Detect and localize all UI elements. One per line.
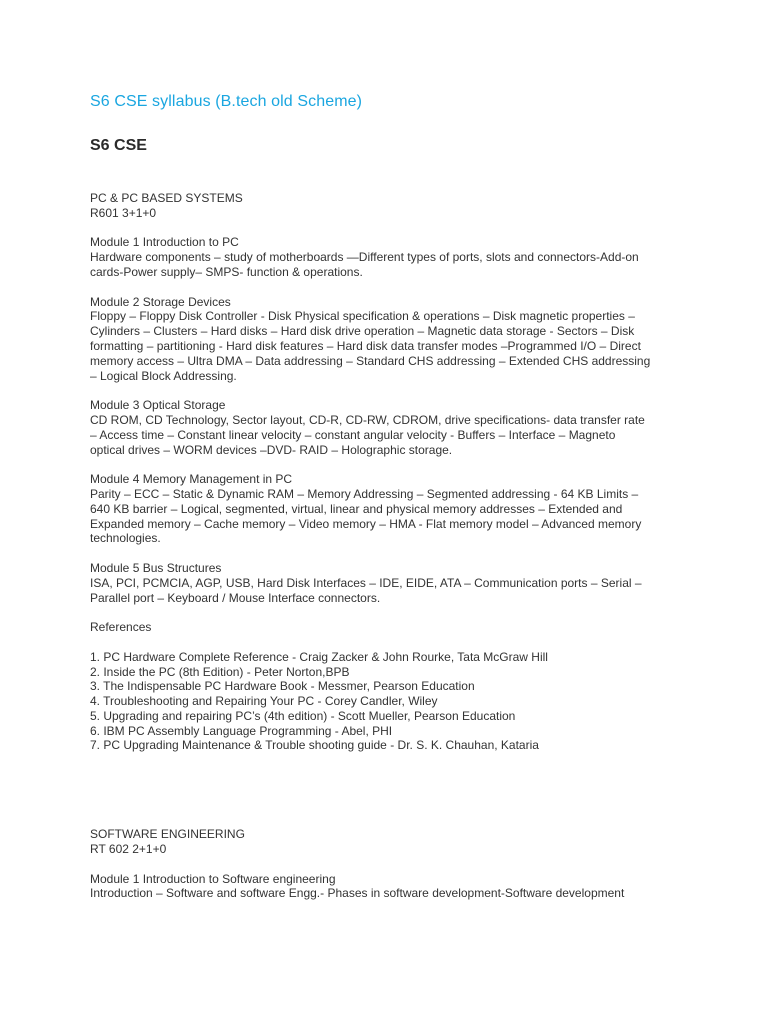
module-text: cards-Power supply– SMPS- function & operations. [90,264,363,279]
module-title: Module 1 Introduction to Software engineering [90,871,336,886]
module-text: Floppy – Floppy Disk Controller - Disk Physical specification & operations – Disk magnetic properties – [90,309,635,324]
module-text: Parity – ECC – Static & Dynamic RAM – Memory Addressing – Segmented addressing - 64 KB Limits – [90,486,639,501]
module-text: ISA, PCI, PCMCIA, AGP, USB, Hard Disk Interfaces – IDE, EIDE, ATA – Communication ports – Serial – [90,575,642,590]
reference-item: 3. The Indispensable PC Hardware Book - Messmer, Pearson Education [90,679,475,694]
module-text: memory access – Ultra DMA – Data addressing – Standard CHS addressing – Extended CHS addressing [90,353,651,368]
module-title: Module 4 Memory Management in PC [90,472,293,487]
module-text: formatting – partitioning - Hard disk features – Hard disk data transfer modes –Programmed I/O – Direct [90,338,641,353]
document-title: S6 CSE syllabus (B.tech old Scheme) [90,93,363,110]
course-code: RT 602 2+1+0 [90,842,167,857]
course-name: SOFTWARE ENGINEERING [90,827,245,842]
reference-item: 4. Troubleshooting and Repairing Your PC - Corey Candler, Wiley [90,694,438,709]
module-text: – Logical Block Addressing. [90,368,237,383]
module-text: CD ROM, CD Technology, Sector layout, CD-R, CD-RW, CDROM, drive specifications- data transfer rate [90,412,645,427]
reference-item: 1. PC Hardware Complete Reference - Craig Zacker & John Rourke, Tata McGraw Hill [90,649,548,664]
course-name: PC & PC BASED SYSTEMS [90,191,243,205]
reference-item: 6. IBM PC Assembly Language Programming - Abel, PHI [90,723,393,738]
module-title: Module 5 Bus Structures [90,560,222,575]
syllabus-body [90,191,690,901]
module-title: Module 2 Storage Devices [90,294,231,309]
section-heading: S6 CSE [90,137,147,154]
reference-item: 5. Upgrading and repairing PC’s (4th edition) - Scott Mueller, Pearson Education [90,708,516,723]
module-text: 640 KB barrier – Logical, segmented, virtual, linear and physical memory addresses – Extended and [90,501,623,516]
module-text: Hardware components – study of motherboards —Different types of ports, slots and connectors-Add-on [90,250,639,265]
reference-item: 2. Inside the PC (8th Edition) - Peter Norton,BPB [90,664,350,679]
module-text: Expanded memory – Cache memory – Video memory – HMA - Flat memory model – Advanced memory [90,516,642,531]
module-text: – Access time – Constant linear velocity – constant angular velocity - Buffers – Interface – Magneto [90,427,616,442]
module-text: technologies. [90,531,161,546]
references-label: References [90,620,152,635]
module-text: Cylinders – Clusters – Hard disks – Hard disk drive operation – Magnetic data storage - Sectors – Disk [90,324,635,339]
module-title: Module 3 Optical Storage [90,398,226,413]
module-text: optical drives – WORM devices –DVD- RAID – Holographic storage. [90,442,453,457]
module-text: Introduction – Software and software Engg.- Phases in software development-Software development [90,886,625,901]
reference-item: 7. PC Upgrading Maintenance & Trouble shooting guide - Dr. S. K. Chauhan, Kataria [90,738,539,753]
module-title: Module 1 Introduction to PC [90,235,239,250]
course-code: R601 3+1+0 [90,205,157,220]
module-text: Parallel port – Keyboard / Mouse Interface connectors. [90,590,381,605]
